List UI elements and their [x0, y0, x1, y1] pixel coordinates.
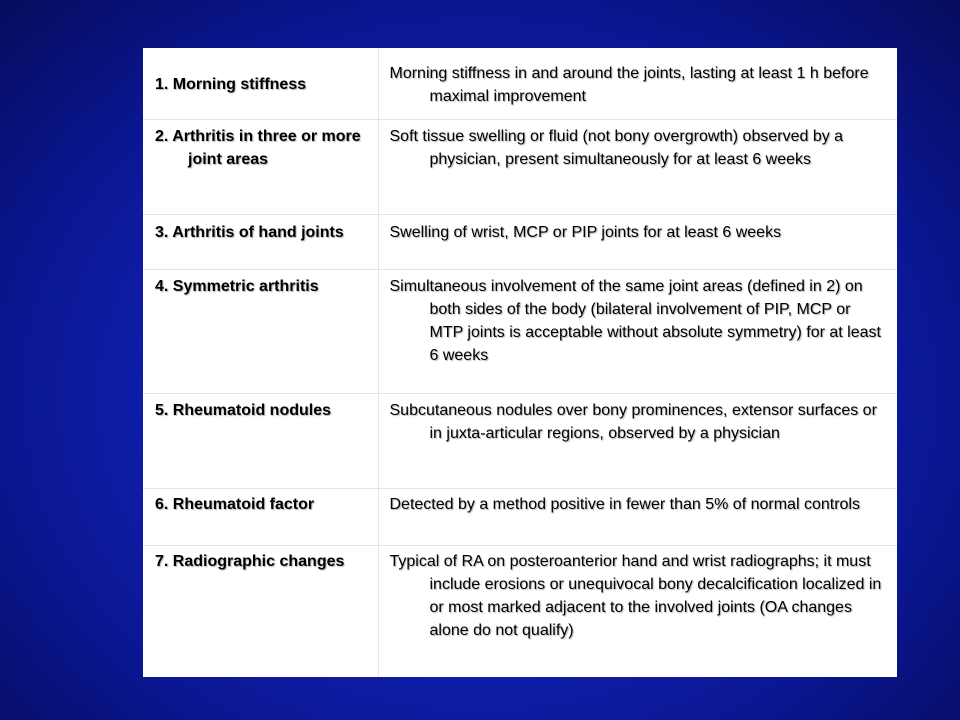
criterion-name	[143, 488, 378, 545]
table-row	[143, 214, 897, 269]
table-row	[143, 393, 897, 488]
criterion-description-text: Simultaneous involvement of the same joint areas (defined in 2) on both sides of the body (bilateral involvement of PIP, MCP or MTP joints is acceptable without absolute symmetry) for at least 6 weeks	[389, 277, 881, 364]
table-row	[143, 269, 897, 393]
criterion-name	[143, 269, 378, 393]
criterion-name-text: 3. Arthritis of hand joints	[155, 223, 344, 241]
criterion-name-text: 5. Rheumatoid nodules	[155, 401, 332, 419]
criterion-name-text: 4. Symmetric arthritis	[155, 277, 319, 295]
criterion-description	[378, 488, 897, 545]
criterion-description-text: Soft tissue swelling or fluid (not bony overgrowth) observed by a physician, present simultaneously for at least 6 weeks	[389, 127, 844, 168]
criterion-name	[143, 214, 378, 269]
criteria-table	[143, 48, 897, 677]
table-row	[143, 119, 897, 214]
criterion-name-text: 2. Arthritis in three or more joint areas	[155, 127, 361, 168]
table-row	[143, 488, 897, 545]
criterion-description-text: Detected by a method positive in fewer than 5% of normal controls	[389, 495, 860, 513]
table-row	[143, 545, 897, 677]
criterion-name	[143, 545, 378, 677]
criterion-name-text: 1. Morning stiffness	[155, 76, 307, 93]
criterion-description-text: Swelling of wrist, MCP or PIP joints for at least 6 weeks	[389, 223, 782, 241]
criterion-name	[143, 48, 378, 119]
criterion-description	[378, 48, 897, 119]
criterion-description-text: Morning stiffness in and around the joints, lasting at least 1 h before maximal improvement	[389, 65, 869, 105]
criterion-description	[378, 393, 897, 488]
criterion-description	[378, 545, 897, 677]
table-row	[143, 48, 897, 119]
criterion-description	[378, 119, 897, 214]
criterion-name	[143, 393, 378, 488]
criterion-description-text: Typical of RA on posteroanterior hand and wrist radiographs; it must include erosions or unequivocal bony decalcification localized in or most marked adjacent to the involved joints (OA changes alone do not qualify)	[389, 552, 882, 639]
criterion-name-text: 6. Rheumatoid factor	[155, 495, 315, 513]
criterion-description	[378, 214, 897, 269]
criterion-name	[143, 119, 378, 214]
criterion-name-text: 7. Radiographic changes	[155, 552, 345, 570]
criterion-description	[378, 269, 897, 393]
criterion-description-text: Subcutaneous nodules over bony prominences, extensor surfaces or in juxta-articular regions, observed by a physician	[389, 401, 877, 442]
